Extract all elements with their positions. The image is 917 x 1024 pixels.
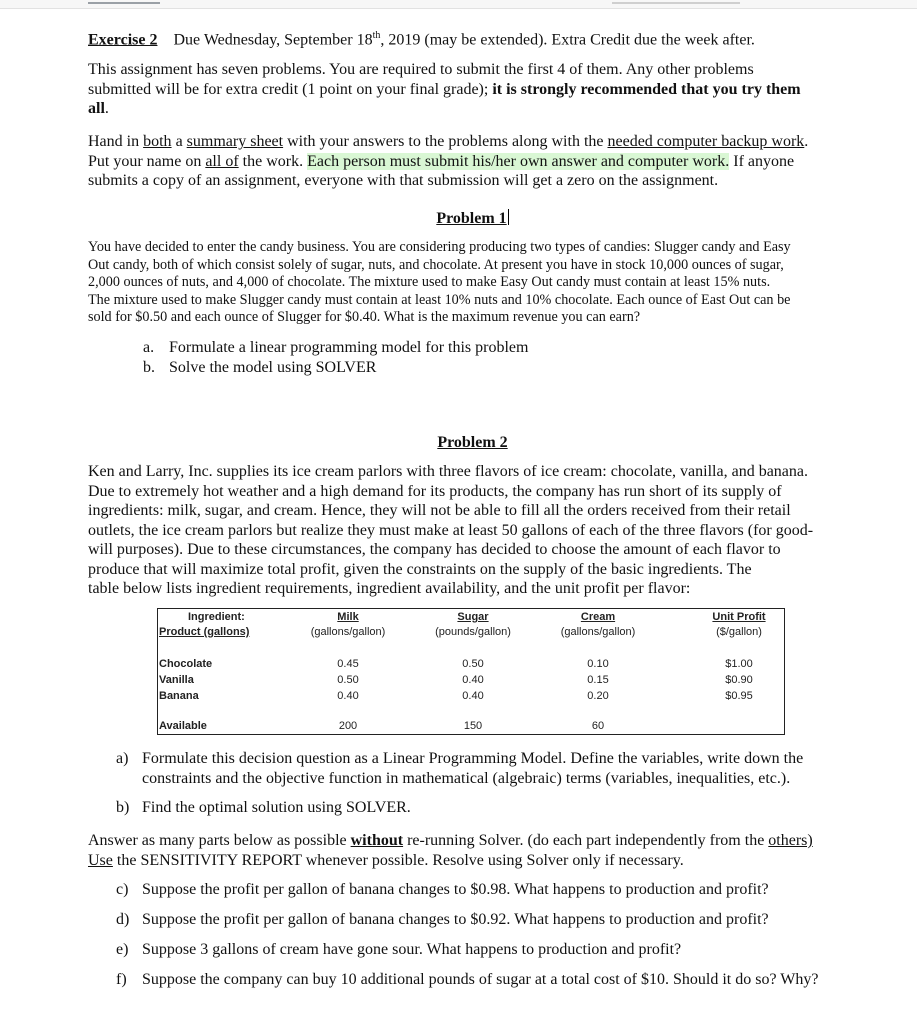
item-text: Suppose the profit per gallon of banana changes to $0.92. What happens to production and profit? (142, 911, 769, 928)
text-cursor (508, 209, 509, 225)
handin-line-2 (88, 152, 794, 172)
handin-text: . (804, 133, 809, 150)
handin-text: Hand in (88, 133, 140, 150)
table-row-product: Vanilla (159, 674, 194, 686)
table-available-cell: 200 (338, 720, 358, 732)
item-text: Suppose the company can buy 10 additional pounds of sugar at a total cost of $10. Should it do so? Why? (142, 971, 819, 988)
table-column-unit: ($/gallon) (716, 626, 762, 638)
item-label: a) (116, 750, 129, 767)
problem-1-line: Out candy, both of which consist solely of sugar, nuts, and chocolate. At present you have in stock 10,000 ounces of sugar, (88, 256, 784, 273)
intro-line-3-end: . (104, 100, 109, 117)
handin-text: If anyone (733, 152, 795, 170)
table-cell: 0.40 (462, 674, 484, 686)
handin-summary-sheet: summary sheet (186, 133, 284, 150)
ingredient-table (157, 608, 785, 735)
problem-2-line: ingredients: milk, sugar, and cream. Hence, they will not be able to fill all the orders received from their retail (88, 502, 791, 519)
problem-2-item (116, 970, 896, 990)
problem-1-line: sold for $0.50 and each ounce of Slugger for $0.40. What is the maximum revenue you can earn? (88, 309, 641, 325)
problem-2-line: table below lists ingredient requirements, ingredient availability, and the unit profit per flavor: (88, 580, 691, 597)
item-label: e) (116, 941, 129, 958)
problem-1-line: 2,000 ounces of nuts, and 4,000 of chocolate. The mixture used to make Easy Out candy must contain at least 15% nuts. (88, 274, 771, 290)
problem-2-title: Problem 2 (437, 434, 508, 451)
table-cell: 0.10 (587, 658, 609, 670)
problem-2-line: produce that will maximize total profit, given the constraints on the supply of the basic ingredients. The (88, 560, 752, 578)
problem-2-line: Ken and Larry, Inc. supplies its ice cream parlors with three flavors of ice cream: chocolate, vanilla, and banana. (88, 463, 808, 480)
table-cell: $0.90 (725, 674, 753, 686)
table-available-label: Available (159, 720, 207, 732)
table-cell: 0.15 (587, 674, 609, 686)
answer-text: the SENSITIVITY REPORT whenever possible. Resolve using Solver only if necessary. (116, 852, 684, 869)
item-text: Suppose the profit per gallon of banana changes to $0.98. What happens to production and profit? (142, 881, 769, 898)
intro-line-2-bold: it is strongly recommended that you try them (492, 80, 801, 98)
table-cell: $0.95 (725, 690, 753, 702)
handin-backup-work: needed computer backup work (607, 133, 805, 150)
problem-2-line: will purposes). Due to these circumstances, the company has decided to choose the amount of each flavor to (88, 541, 781, 558)
item-text: Find the optimal solution using SOLVER. (142, 799, 411, 816)
handin-line-1 (88, 132, 808, 152)
table-column-header: Cream (580, 611, 616, 623)
problem-2-line: outlets, the ice cream parlors but realize they must make at least 50 gallons of each of the three flavors (for good- (88, 521, 814, 539)
handin-text: Put your name on (88, 152, 202, 170)
answer-line-1 (88, 831, 813, 851)
problem-2-item (116, 910, 896, 930)
handin-line-3: submits a copy of an assignment, everyone with that submission will get a zero on the assignment. (88, 172, 719, 189)
item-label: c) (116, 881, 129, 898)
due-date-sup: th (372, 30, 381, 41)
item-label: d) (116, 911, 130, 928)
table-column-header: Milk (337, 611, 359, 623)
handin-text: the work. (242, 152, 304, 170)
handin-both: both (143, 133, 172, 150)
item-label: b. (143, 358, 155, 376)
table-cell: 0.50 (462, 658, 484, 670)
answer-use: Use (88, 852, 113, 869)
answer-line-2 (88, 851, 684, 871)
answer-text: Answer as many parts below as possible (88, 832, 347, 849)
problem-1-line: The mixture used to make Slugger candy must contain at least 10% nuts and 10% chocolate. Each ounce of East Out can be (88, 291, 791, 308)
answer-text: re-running Solver. (do each part independently from the (407, 832, 765, 849)
table-column-unit: (pounds/gallon) (435, 626, 511, 638)
table-column-header: Unit Profit (712, 611, 766, 623)
table-cell: 0.50 (337, 674, 359, 686)
exercise-header (88, 26, 755, 50)
intro-line-3 (88, 99, 109, 119)
item-label: b) (116, 799, 130, 816)
problem-2-item (116, 940, 896, 960)
problem-2-item (116, 880, 896, 900)
problem-2-heading (0, 433, 917, 453)
table-row-product: Chocolate (159, 658, 213, 670)
table-cell: $1.00 (725, 658, 753, 670)
table-column-unit: (gallons/gallon) (560, 626, 636, 638)
table-available-cell: 60 (591, 720, 605, 732)
table-corner-bottom: Product (gallons) (159, 626, 250, 638)
intro-line-2-text: submitted will be for extra credit (1 point on your final grade); (88, 80, 489, 98)
handin-all-of: all of (205, 152, 239, 170)
answer-without: without (350, 832, 404, 849)
table-cell: 0.40 (337, 690, 359, 702)
table-cell: 0.45 (337, 658, 359, 670)
table-corner-top: Ingredient: (188, 611, 245, 623)
handin-highlight: Each person must submit his/her own answer and computer work. (307, 152, 730, 170)
table-cell: 0.20 (587, 690, 609, 702)
item-label: f) (116, 971, 127, 988)
item-label: a. (143, 339, 155, 356)
item-text: Formulate this decision question as a Linear Programming Model. Define the variables, write down the (142, 750, 804, 767)
intro-line-3-bold: all (88, 100, 105, 117)
handin-text: a (175, 133, 183, 150)
table-row-product: Banana (159, 690, 199, 702)
due-date-rest: , 2019 (may be extended). Extra Credit due the week after. (380, 31, 755, 49)
item-text: Formulate a linear programming model for this problem (169, 339, 529, 356)
exercise-label: Exercise 2 (88, 31, 158, 49)
problem-1-item (143, 358, 743, 378)
answer-others: others) (768, 832, 813, 849)
table-available-cell: 150 (463, 720, 483, 732)
problem-1-line: You have decided to enter the candy business. You are considering producing two types of candies: Slugger candy and Easy (88, 239, 791, 255)
item-text: constraints and the objective function in mathematical (algebraic) terms (variables, inequalities, etc.). (142, 769, 791, 787)
table-cell: 0.40 (462, 690, 484, 702)
problem-2-item (116, 749, 876, 789)
intro-line-2 (88, 80, 801, 100)
table-column-header: Sugar (457, 611, 489, 623)
table-column-unit: (gallons/gallon) (310, 626, 386, 638)
handin-text: with your answers to the problems along with the (287, 133, 604, 150)
item-text: Suppose 3 gallons of cream have gone sour. What happens to production and profit? (142, 941, 682, 958)
item-text: Solve the model using SOLVER (169, 358, 377, 376)
intro-line-1: This assignment has seven problems. You are required to submit the first 4 of them. Any other problems (88, 61, 754, 78)
problem-1-item (143, 338, 743, 358)
due-date-text: Due Wednesday, September 18 (173, 31, 373, 49)
problem-1-title: Problem 1 (436, 210, 507, 227)
problem-1-heading (0, 209, 917, 229)
problem-2-line: Due to extremely hot weather and a high demand for its products, the company has run short of its supply of (88, 482, 782, 500)
